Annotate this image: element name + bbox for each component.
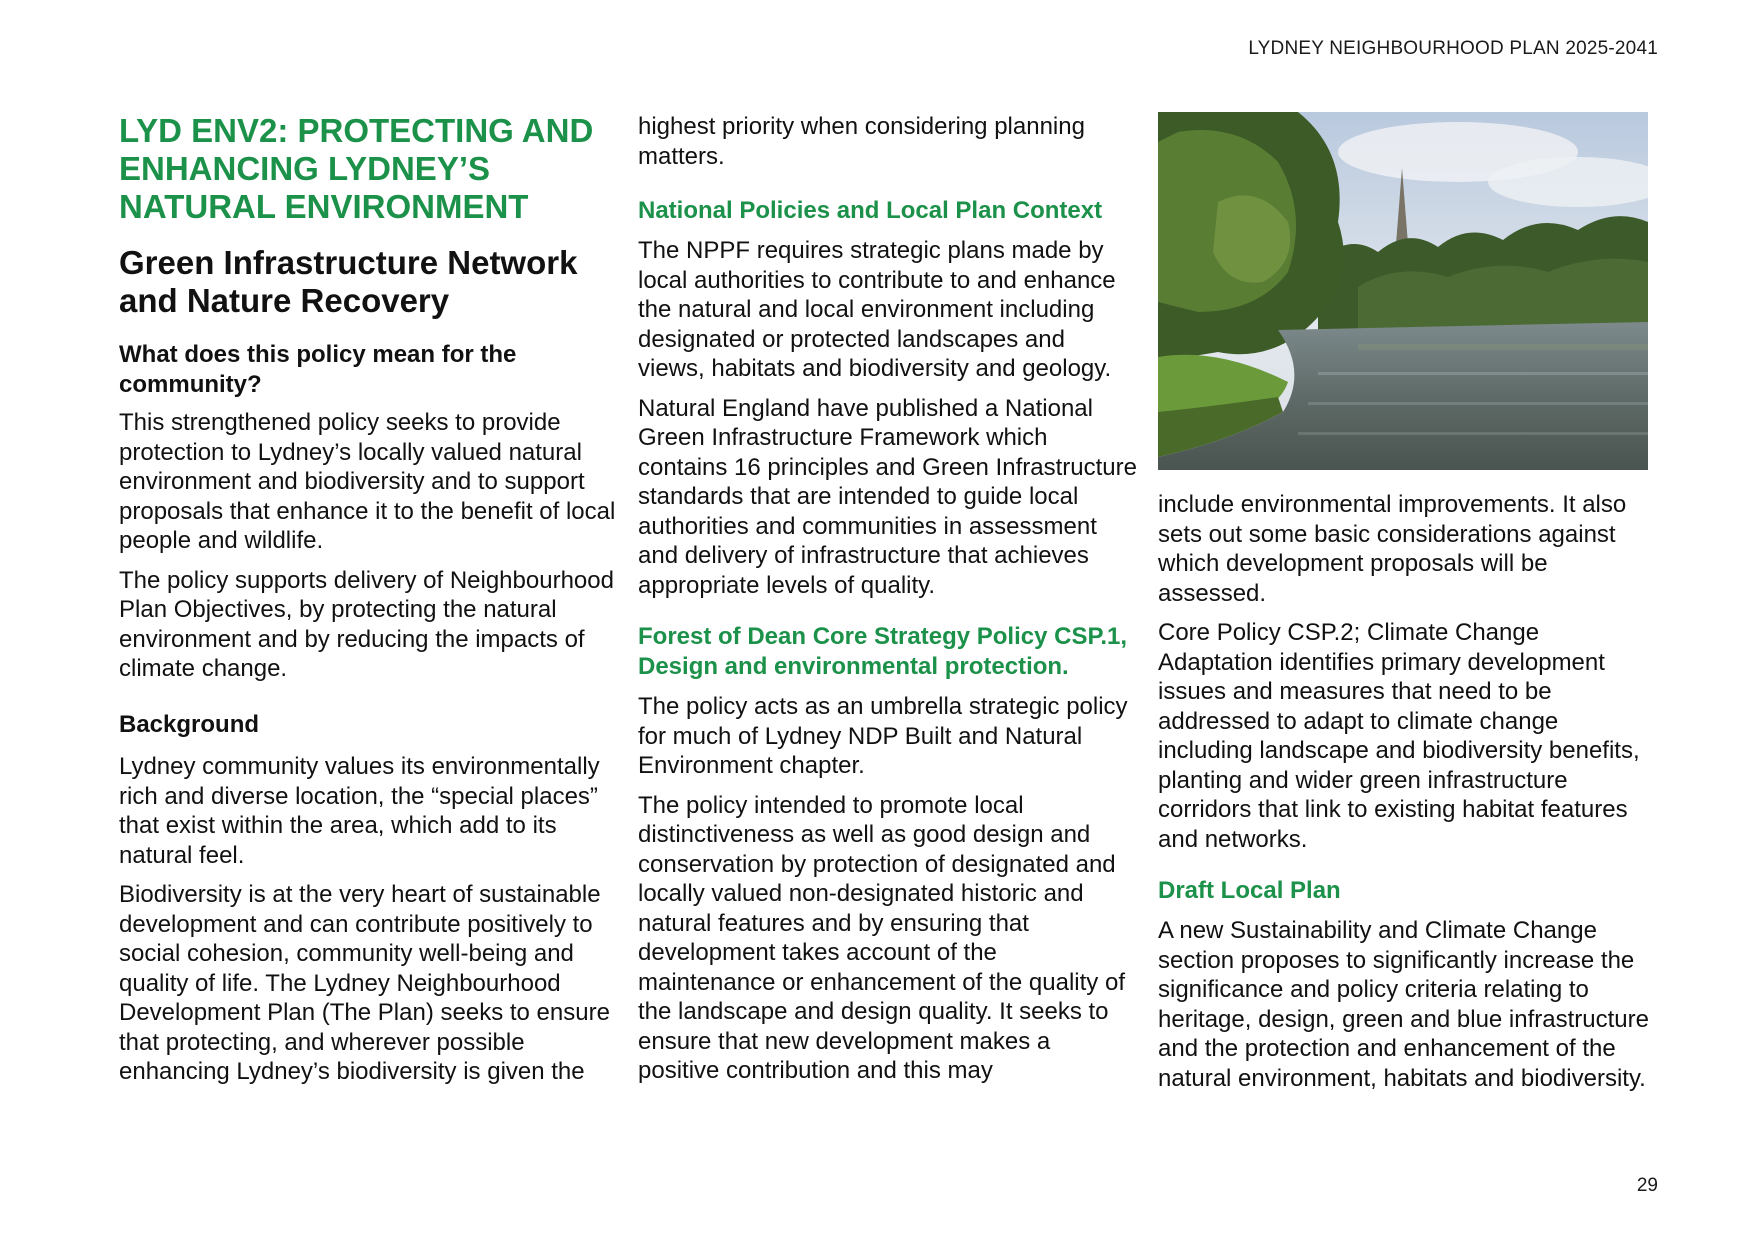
national-policies-heading: National Policies and Local Plan Context [638,197,1103,224]
running-header: LYDNEY NEIGHBOURHOOD PLAN 2025-2041 [1248,38,1658,59]
paragraph: The policy supports delivery of Neighbourhood Plan Objectives, by protecting the natural environment and by reducing the impacts of climate change. [119,566,614,682]
lake-photo [1158,112,1648,470]
paragraph: The policy acts as an umbrella strategic policy for much of Lydney NDP Built and Natural Environment chapter. [638,693,1128,779]
paragraph: Lydney community values its environmentally rich and diverse location, the “special places” that exist within the area, which add to its natural feel. [119,753,600,869]
draft-local-plan-heading: Draft Local Plan [1158,877,1341,904]
paragraph: The NPPF requires strategic plans made by local authorities to contribute to and enhance the natural and local environment including designated or protected landscapes and views, habitats and biodiversity and geology. [638,237,1116,382]
paragraph: Natural England have published a National Green Infrastructure Framework which contains 16 principles and Green Infrastructure standards that are intended to guide local authorities and communities in assessment and delivery of infrastructure that achieves appropriate levels of quality. [638,394,1137,599]
paragraph: The policy intended to promote local distinctiveness as well as good design and conservation by protection of designated and locally valued non-designated historic and natural features and by ensuring that development takes account of the maintenance or enhancement of the quality of the landscape and design quality. It seeks to ensure that new development makes a positive contribution and this may [638,791,1125,1084]
csp1-heading: Forest of Dean Core Strategy Policy CSP.1, Design and environmental protection. [638,623,1128,680]
paragraph: highest priority when considering planning matters. [638,113,1085,170]
policy-title: LYD ENV2: PROTECTING AND ENHANCING LYDNEY’S NATURAL ENVIRONMENT [119,112,594,225]
paragraph: A new Sustainability and Climate Change section proposes to significantly increase the significance and policy criteria relating to heritage, design, green and blue infrastructure and the protection and enhancement of the natural environment, habitats and biodiversity. [1158,917,1649,1092]
column-left [119,112,619,1097]
paragraph: include environmental improvements. It also sets out some basic considerations against which development proposals will be assessed. [1158,491,1627,607]
lake-with-church-spire-photo-icon [1158,112,1648,470]
paragraph: Core Policy CSP.2; Climate Change Adaptation identifies primary development issues and measures that need to be addressed to adapt to climate change including landscape and biodiversity benefits, planting and wider green infrastructure corridors that link to existing habitat features and networks. [1158,619,1640,853]
background-heading: Background [119,710,260,738]
paragraph: This strengthened policy seeks to provide protection to Lydney’s locally valued natural environment and biodiversity and to support proposals that enhance it to the benefit of local people and wildlife. [119,409,616,554]
column-middle [638,112,1138,1096]
column-right [1158,112,1658,1103]
question-heading: What does this policy mean for the community? [119,341,517,398]
page-number: 29 [1636,1175,1658,1196]
paragraph: Biodiversity is at the very heart of sustainable development and can contribute positively to social cohesion, community well-being and quality of life. The Lydney Neighbourhood Development Plan (The Plan) seeks to ensure that protecting, and wherever possible enhancing Lydney’s biodiversity is given the [119,881,610,1085]
section-title: Green Infrastructure Network and Nature Recovery [119,244,578,319]
